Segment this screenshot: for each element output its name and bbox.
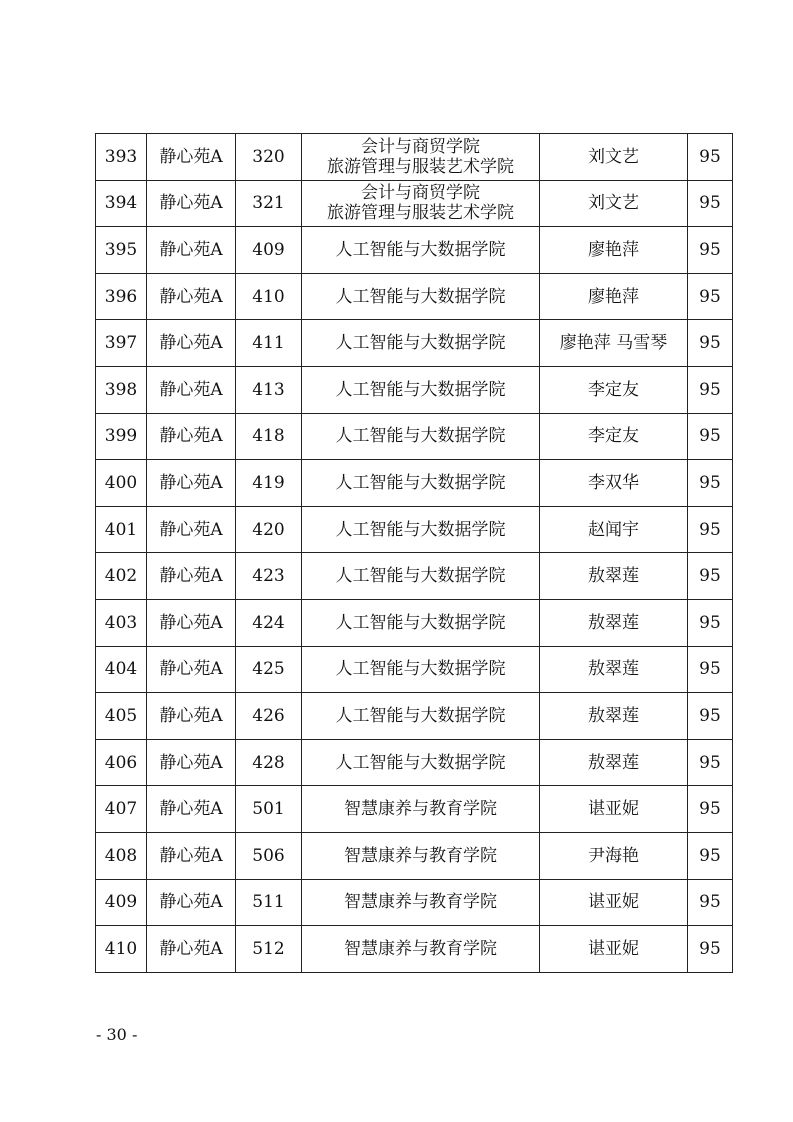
room-cell: 506 bbox=[236, 832, 302, 879]
table-row bbox=[96, 926, 733, 973]
room-cell: 418 bbox=[236, 413, 302, 460]
department-cell bbox=[302, 366, 540, 413]
responsible-person-cell: 敖翠莲 bbox=[540, 646, 688, 693]
responsible-person-cell: 李定友 bbox=[540, 366, 688, 413]
building-cell: 静心苑A bbox=[147, 366, 236, 413]
row-number-cell: 393 bbox=[96, 134, 147, 181]
row-number-cell: 397 bbox=[96, 320, 147, 367]
department-cell bbox=[302, 599, 540, 646]
row-number-cell: 398 bbox=[96, 366, 147, 413]
room-cell: 424 bbox=[236, 599, 302, 646]
department-cell bbox=[302, 413, 540, 460]
row-number-cell: 402 bbox=[96, 553, 147, 600]
score-cell: 95 bbox=[688, 832, 733, 879]
responsible-person-cell: 敖翠莲 bbox=[540, 599, 688, 646]
department-line: 人工智能与大数据学院 bbox=[335, 705, 506, 726]
responsible-person-cell: 廖艳萍 bbox=[540, 273, 688, 320]
department-line: 智慧康养与教育学院 bbox=[344, 938, 497, 959]
responsible-person-cell: 谌亚妮 bbox=[540, 879, 688, 926]
building-cell: 静心苑A bbox=[147, 739, 236, 786]
row-number-cell: 407 bbox=[96, 786, 147, 833]
room-cell: 419 bbox=[236, 460, 302, 507]
department-line: 人工智能与大数据学院 bbox=[335, 426, 506, 447]
table-row bbox=[96, 180, 733, 227]
score-cell: 95 bbox=[688, 553, 733, 600]
table-body bbox=[96, 134, 733, 973]
score-cell: 95 bbox=[688, 413, 733, 460]
responsible-person-cell: 刘文艺 bbox=[540, 180, 688, 227]
department-line: 旅游管理与服装艺术学院 bbox=[327, 156, 514, 177]
department-line: 人工智能与大数据学院 bbox=[335, 659, 506, 680]
building-cell: 静心苑A bbox=[147, 134, 236, 181]
row-number-cell: 409 bbox=[96, 879, 147, 926]
room-cell: 428 bbox=[236, 739, 302, 786]
row-number-cell: 401 bbox=[96, 506, 147, 553]
department-line: 智慧康养与教育学院 bbox=[344, 845, 497, 866]
table-row bbox=[96, 832, 733, 879]
room-cell: 413 bbox=[236, 366, 302, 413]
room-cell: 321 bbox=[236, 180, 302, 227]
table-row bbox=[96, 134, 733, 181]
department-line: 会计与商贸学院 bbox=[361, 136, 480, 157]
score-cell: 95 bbox=[688, 506, 733, 553]
row-number-cell: 395 bbox=[96, 227, 147, 274]
table-row bbox=[96, 320, 733, 367]
score-cell: 95 bbox=[688, 646, 733, 693]
department-line: 旅游管理与服装艺术学院 bbox=[327, 203, 514, 224]
department-line: 智慧康养与教育学院 bbox=[344, 892, 497, 913]
department-cell bbox=[302, 320, 540, 367]
department-line: 人工智能与大数据学院 bbox=[335, 566, 506, 587]
responsible-person-cell: 敖翠莲 bbox=[540, 739, 688, 786]
building-cell: 静心苑A bbox=[147, 460, 236, 507]
score-cell: 95 bbox=[688, 693, 733, 740]
score-cell: 95 bbox=[688, 273, 733, 320]
table-row bbox=[96, 879, 733, 926]
score-cell: 95 bbox=[688, 460, 733, 507]
department-line: 人工智能与大数据学院 bbox=[335, 472, 506, 493]
page-number: - 30 - bbox=[96, 1025, 138, 1044]
department-line: 人工智能与大数据学院 bbox=[335, 333, 506, 354]
row-number-cell: 399 bbox=[96, 413, 147, 460]
score-cell: 95 bbox=[688, 879, 733, 926]
responsible-person-cell: 敖翠莲 bbox=[540, 693, 688, 740]
responsible-person-cell: 尹海艳 bbox=[540, 832, 688, 879]
responsible-person-cell: 赵闻宇 bbox=[540, 506, 688, 553]
department-cell bbox=[302, 786, 540, 833]
building-cell: 静心苑A bbox=[147, 320, 236, 367]
building-cell: 静心苑A bbox=[147, 180, 236, 227]
row-number-cell: 400 bbox=[96, 460, 147, 507]
responsible-person-cell: 李定友 bbox=[540, 413, 688, 460]
score-cell: 95 bbox=[688, 320, 733, 367]
department-cell bbox=[302, 180, 540, 227]
department-cell bbox=[302, 926, 540, 973]
department-cell bbox=[302, 460, 540, 507]
row-number-cell: 403 bbox=[96, 599, 147, 646]
responsible-person-cell: 廖艳萍 bbox=[540, 227, 688, 274]
table-row bbox=[96, 227, 733, 274]
row-number-cell: 404 bbox=[96, 646, 147, 693]
department-cell bbox=[302, 273, 540, 320]
table-row bbox=[96, 739, 733, 786]
building-cell: 静心苑A bbox=[147, 553, 236, 600]
score-cell: 95 bbox=[688, 366, 733, 413]
score-cell: 95 bbox=[688, 227, 733, 274]
building-cell: 静心苑A bbox=[147, 646, 236, 693]
row-number-cell: 406 bbox=[96, 739, 147, 786]
building-cell: 静心苑A bbox=[147, 506, 236, 553]
row-number-cell: 405 bbox=[96, 693, 147, 740]
department-cell bbox=[302, 739, 540, 786]
department-cell bbox=[302, 506, 540, 553]
table-row bbox=[96, 693, 733, 740]
department-cell bbox=[302, 227, 540, 274]
department-cell bbox=[302, 832, 540, 879]
department-line: 人工智能与大数据学院 bbox=[335, 752, 506, 773]
department-line: 人工智能与大数据学院 bbox=[335, 379, 506, 400]
department-line: 人工智能与大数据学院 bbox=[335, 286, 506, 307]
department-line: 人工智能与大数据学院 bbox=[335, 239, 506, 260]
table-row bbox=[96, 506, 733, 553]
room-cell: 409 bbox=[236, 227, 302, 274]
room-cell: 410 bbox=[236, 273, 302, 320]
responsible-person-cell: 谌亚妮 bbox=[540, 926, 688, 973]
table-row bbox=[96, 413, 733, 460]
room-cell: 420 bbox=[236, 506, 302, 553]
row-number-cell: 394 bbox=[96, 180, 147, 227]
score-cell: 95 bbox=[688, 599, 733, 646]
score-cell: 95 bbox=[688, 739, 733, 786]
responsible-person-cell: 谌亚妮 bbox=[540, 786, 688, 833]
building-cell: 静心苑A bbox=[147, 879, 236, 926]
room-cell: 426 bbox=[236, 693, 302, 740]
department-cell bbox=[302, 646, 540, 693]
table-row bbox=[96, 553, 733, 600]
department-line: 会计与商贸学院 bbox=[361, 183, 480, 204]
responsible-person-cell: 刘文艺 bbox=[540, 134, 688, 181]
room-cell: 512 bbox=[236, 926, 302, 973]
department-cell bbox=[302, 693, 540, 740]
room-cell: 425 bbox=[236, 646, 302, 693]
responsible-person-cell: 廖艳萍 马雪琴 bbox=[540, 320, 688, 367]
building-cell: 静心苑A bbox=[147, 227, 236, 274]
building-cell: 静心苑A bbox=[147, 413, 236, 460]
table-row bbox=[96, 646, 733, 693]
department-line: 人工智能与大数据学院 bbox=[335, 519, 506, 540]
room-cell: 501 bbox=[236, 786, 302, 833]
department-line: 智慧康养与教育学院 bbox=[344, 799, 497, 820]
room-cell: 320 bbox=[236, 134, 302, 181]
score-cell: 95 bbox=[688, 134, 733, 181]
building-cell: 静心苑A bbox=[147, 599, 236, 646]
table-row bbox=[96, 273, 733, 320]
building-cell: 静心苑A bbox=[147, 926, 236, 973]
department-cell bbox=[302, 134, 540, 181]
table-row bbox=[96, 786, 733, 833]
row-number-cell: 410 bbox=[96, 926, 147, 973]
score-cell: 95 bbox=[688, 180, 733, 227]
room-cell: 411 bbox=[236, 320, 302, 367]
table-row bbox=[96, 366, 733, 413]
row-number-cell: 408 bbox=[96, 832, 147, 879]
responsible-person-cell: 敖翠莲 bbox=[540, 553, 688, 600]
department-cell bbox=[302, 553, 540, 600]
table-row bbox=[96, 599, 733, 646]
building-cell: 静心苑A bbox=[147, 273, 236, 320]
room-cell: 511 bbox=[236, 879, 302, 926]
department-cell bbox=[302, 879, 540, 926]
building-cell: 静心苑A bbox=[147, 832, 236, 879]
dormitory-score-table bbox=[95, 133, 733, 973]
building-cell: 静心苑A bbox=[147, 693, 236, 740]
responsible-person-cell: 李双华 bbox=[540, 460, 688, 507]
department-line: 人工智能与大数据学院 bbox=[335, 612, 506, 633]
score-cell: 95 bbox=[688, 926, 733, 973]
table-row bbox=[96, 460, 733, 507]
room-cell: 423 bbox=[236, 553, 302, 600]
row-number-cell: 396 bbox=[96, 273, 147, 320]
score-cell: 95 bbox=[688, 786, 733, 833]
building-cell: 静心苑A bbox=[147, 786, 236, 833]
